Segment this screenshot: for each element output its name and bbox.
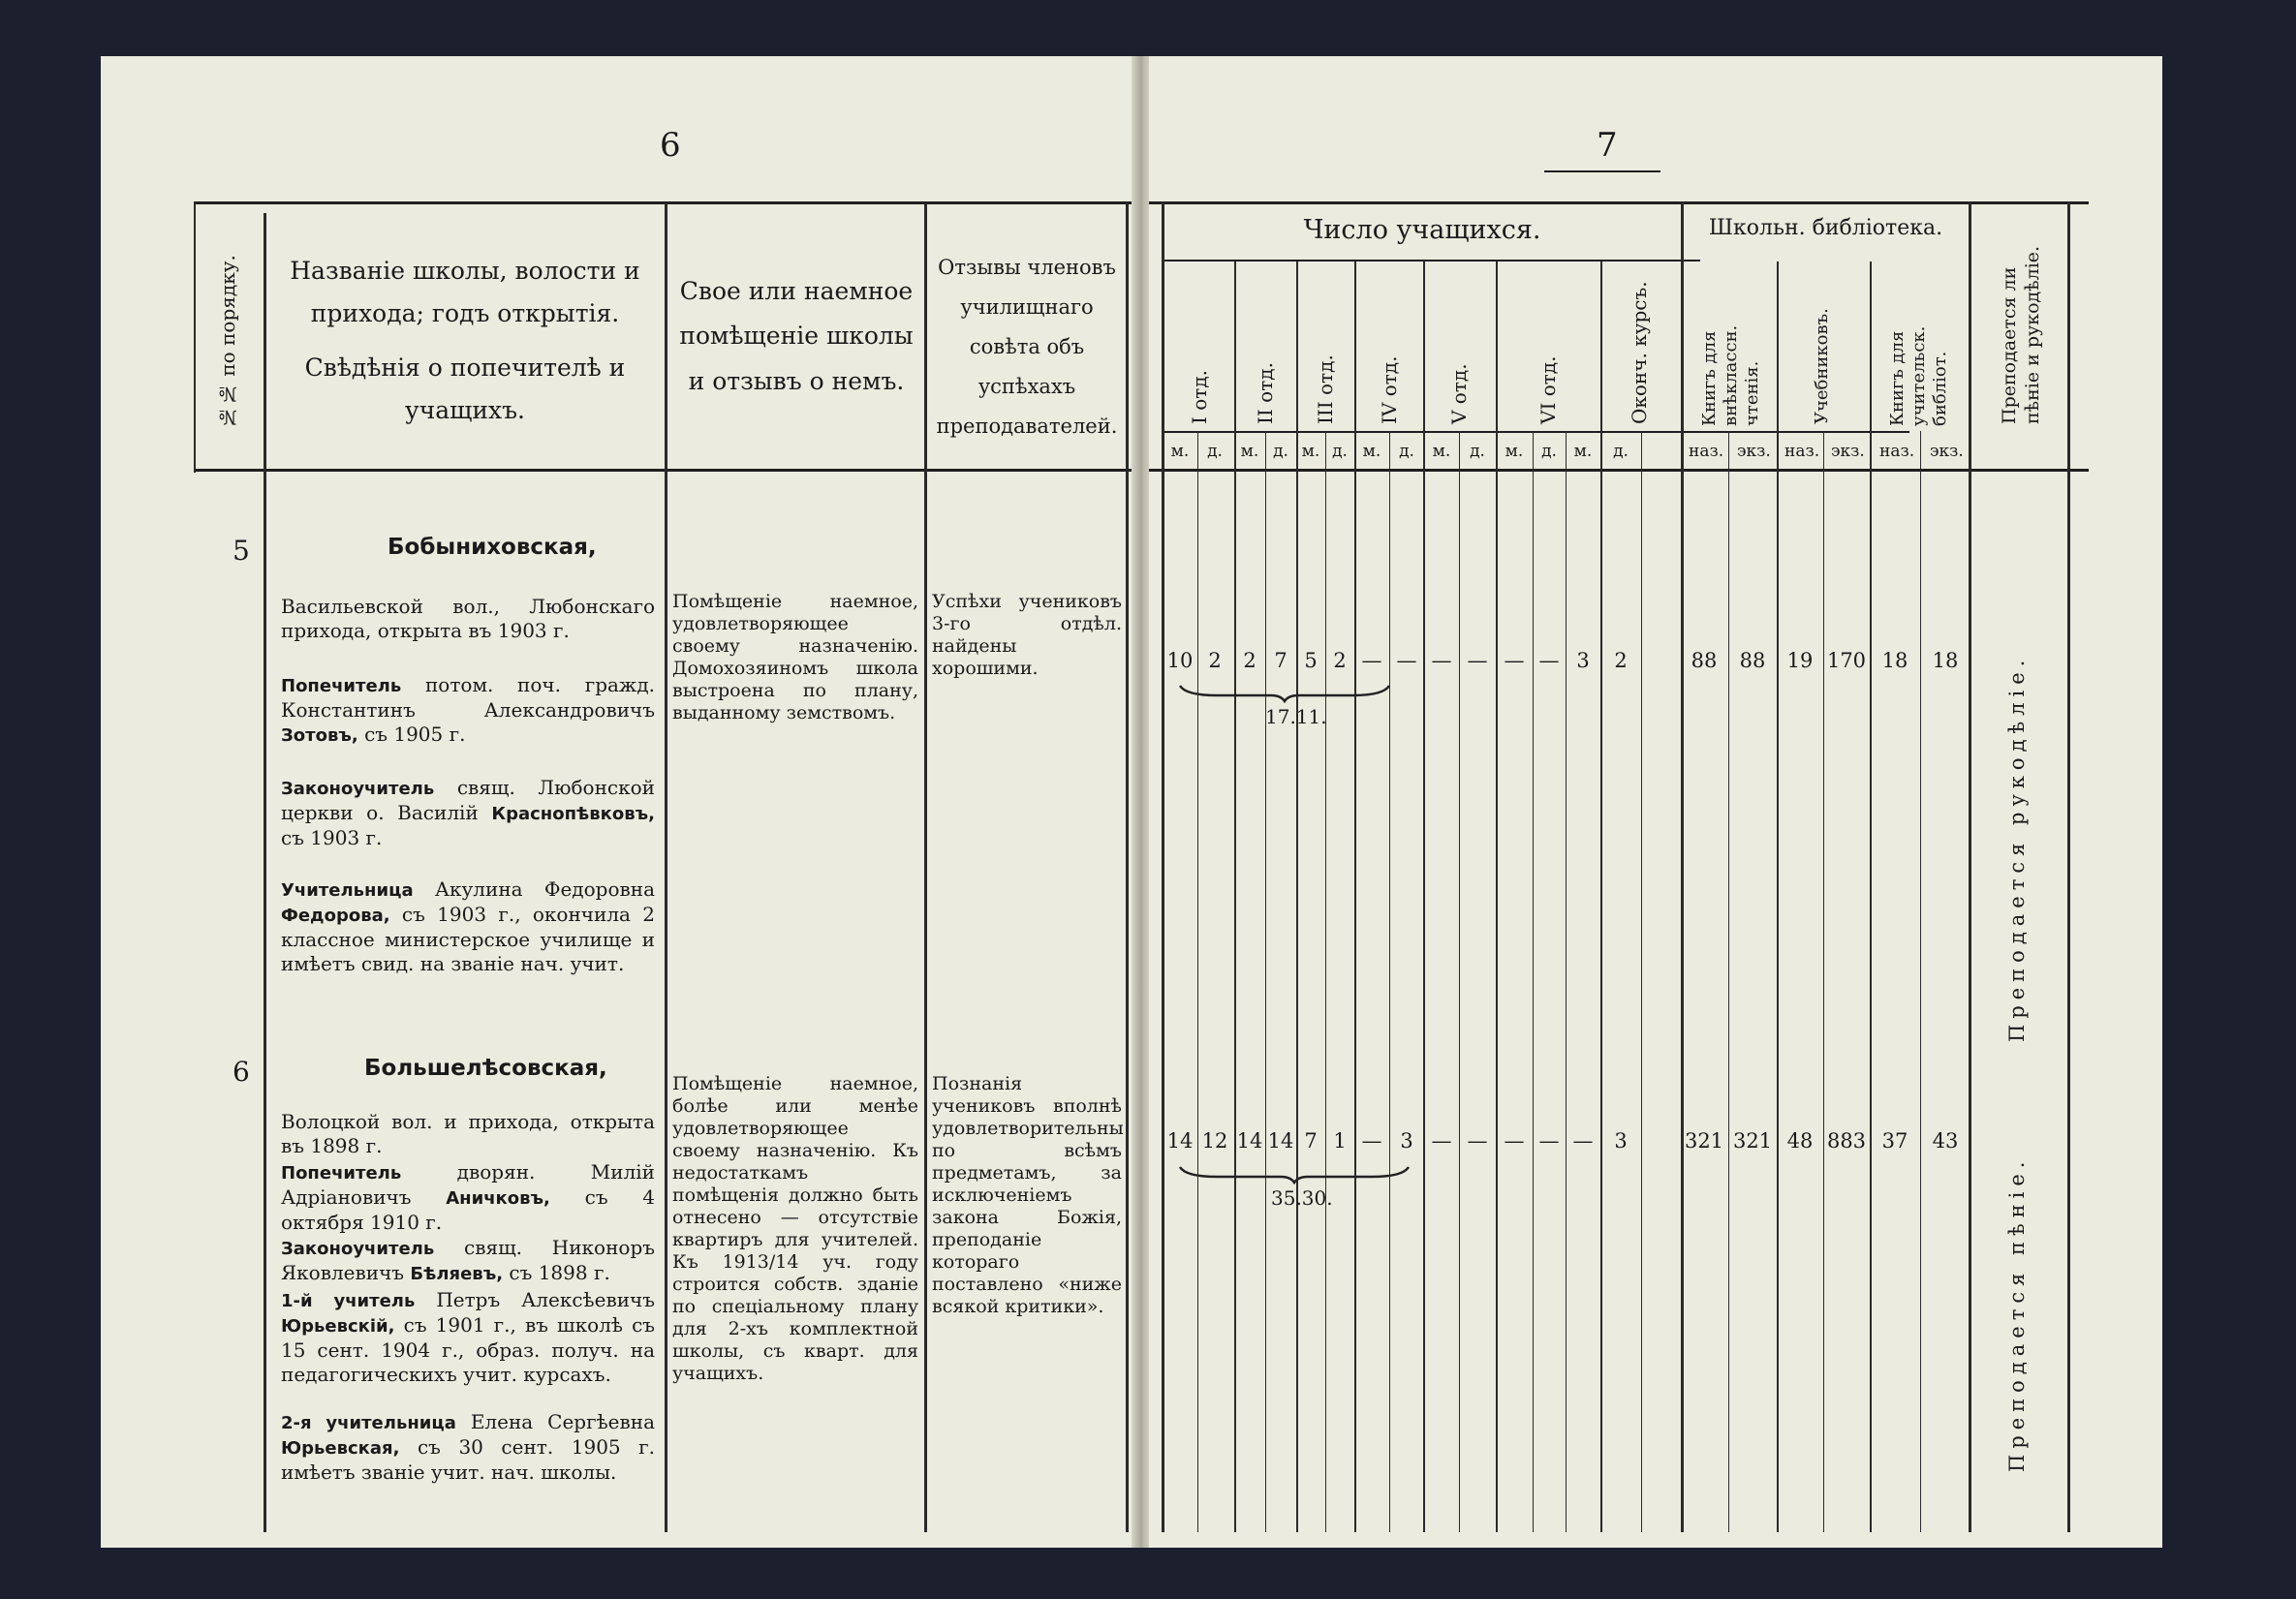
header-group-1: I отд.: [1188, 369, 1211, 424]
col-rule: [1423, 261, 1425, 1532]
subheader-md: д.: [1541, 442, 1557, 461]
subheader-md: д.: [1332, 442, 1348, 461]
school-intro: [281, 1110, 655, 1158]
table-cell: 2: [1208, 649, 1222, 672]
row-number: 5: [233, 535, 250, 567]
subheader-md: м.: [1573, 442, 1593, 461]
total-brace: [1178, 1165, 1411, 1184]
header-col-reviews: Отзывы членовъ училищнаго совѣта объ успѣхахъ преподавателей.: [936, 256, 1118, 438]
table-cell: 2: [1614, 649, 1628, 672]
table-cell: 48: [1786, 1129, 1814, 1153]
col-rule: [1533, 431, 1534, 1532]
header-group-5: V отд.: [1447, 363, 1471, 424]
teacher-text: Акулина Федоровна: [434, 877, 655, 901]
col-rule: [264, 213, 266, 1532]
table-cell: —: [1396, 649, 1417, 672]
col-rule: [1681, 201, 1684, 1532]
header-lib-outside: Книгъ для внѣклассн. чтенія.: [1699, 324, 1762, 426]
law-teacher-block: [281, 1236, 655, 1286]
header-bottom-rule: [194, 469, 1133, 472]
subheader-lib: наз.: [1784, 442, 1820, 461]
premises-text: Помѣщеніе наемное, болѣе или менѣе удовлетворяющее своему назначенію. Къ недостаткамъ помѣщенія должно быть отнесено — отсутствіе квартиръ для учителей. Къ 1913/14 уч. году строится собств. зданіе по спеціальному плану для 2-хъ комплектной школы, съ кварт. для учащихъ.: [672, 1073, 918, 1384]
law-name: Краснопѣвковъ,: [491, 804, 655, 824]
left-page: [101, 56, 1133, 1548]
trustee-name: Аничковъ,: [446, 1188, 550, 1209]
singing-row-5: Преподается рукодѣліе.: [2005, 654, 2029, 1042]
subheader-md: д.: [1470, 442, 1485, 461]
table-cell: 88: [1739, 649, 1766, 672]
table-cell: —: [1467, 1129, 1488, 1153]
premises-text: Помѣщеніе наемное, удовлетворяющее своему назначенію. Домохозяиномъ школа выстроена по плану, выданному земствомъ.: [672, 591, 918, 723]
table-cell: —: [1538, 649, 1560, 672]
table-cell: 12: [1201, 1129, 1228, 1153]
table-cell: —: [1361, 649, 1382, 672]
col-rule: [2067, 201, 2070, 1532]
header-group-4: IV отд.: [1378, 355, 1401, 424]
col-rule: [1870, 261, 1872, 1532]
trustee-since: съ 4 октября 1910 г.: [281, 1185, 655, 1234]
subheader-md: м.: [1170, 442, 1190, 461]
header-singing: Преподается ли пѣніе и рукодѣліе.: [1999, 245, 2043, 424]
table-cell: —: [1572, 1129, 1594, 1153]
teacher1-text: Петръ Алексѣевичъ: [436, 1288, 655, 1311]
teacher-label: Учительница: [281, 880, 414, 901]
row-number: 6: [233, 1056, 250, 1088]
subheader-md: д.: [1273, 442, 1288, 461]
header-students: Число учащихся.: [1303, 215, 1541, 245]
col-rule: [1728, 431, 1729, 1532]
trustee-text: дворян. Милій Адріановичъ: [281, 1160, 655, 1209]
subheader-md: д.: [1399, 442, 1414, 461]
header-group-2: II отд.: [1254, 362, 1277, 424]
trustee-label: Попечитель: [281, 1163, 402, 1184]
table-cell: 7: [1274, 649, 1288, 672]
total-row-5: 17.11.: [1265, 705, 1327, 728]
col-rule: [1496, 261, 1498, 1532]
col-rule: [1920, 431, 1921, 1532]
subheader-md: м.: [1362, 442, 1381, 461]
teacher-rest: съ 1903 г., окончила 2 классное министерское училище и имѣетъ свид. на званіе нач. учит.: [281, 903, 656, 975]
header-group-6: VI отд.: [1536, 355, 1560, 424]
subheader-md: м.: [1432, 442, 1451, 461]
page-number: 7: [1597, 126, 1618, 165]
teacher1-name: Юрьевскій,: [281, 1316, 395, 1337]
intro-text: Васильевской вол., Любонскаго прихода, открыта въ 1903 г.: [281, 595, 655, 642]
col-rule: [1126, 203, 1129, 1532]
page-number: 6: [660, 126, 681, 165]
header-group-final: Оконч. курсъ.: [1628, 281, 1651, 424]
table-cell: 1: [1333, 1129, 1347, 1153]
col-rule: [1325, 431, 1326, 1532]
header-col-name-1: Названіе школы, волости и прихода; годъ открытія.: [290, 257, 640, 327]
table-cell: 170: [1826, 649, 1867, 672]
school-name: Бобыниховская,: [388, 535, 597, 560]
teacher2-name: Юрьевская,: [281, 1438, 400, 1459]
trustee-name: Зотовъ,: [281, 725, 358, 746]
table-cell: 43: [1932, 1129, 1959, 1153]
students-divider: [1164, 260, 1700, 261]
table-cell: 321: [1684, 1129, 1724, 1153]
table-cell: —: [1504, 649, 1525, 672]
table-cell: —: [1431, 649, 1452, 672]
trustee-label: Попечитель: [281, 676, 402, 696]
teacher2-text: Елена Сергѣевна: [470, 1410, 655, 1433]
table-cell: 10: [1166, 649, 1194, 672]
col-rule: [1969, 201, 1971, 1532]
teacher1-block: [281, 1288, 655, 1387]
col-rule: [1641, 431, 1642, 1532]
table-cell: 321: [1732, 1129, 1773, 1153]
table-cell: 3: [1400, 1129, 1413, 1153]
teacher2-label: 2-я учительница: [281, 1413, 456, 1433]
header-lib-teacher: Книгъ для учительск. библіот.: [1887, 325, 1950, 426]
col-rule: [1459, 431, 1460, 1532]
col-rule: [1162, 201, 1164, 1532]
teacher-name: Федорова,: [281, 906, 390, 926]
table-cell: 14: [1166, 1129, 1194, 1153]
teacher-block: [281, 877, 655, 976]
col-rule: [1389, 431, 1390, 1532]
subheader-divider: [1164, 431, 1909, 433]
subheader-lib: наз.: [1879, 442, 1915, 461]
singing-row-6: Преподается пѣніе.: [2005, 1155, 2029, 1472]
table-cell: 14: [1267, 1129, 1294, 1153]
law-teacher-block: [281, 776, 655, 850]
review-text: Познанія учениковъ вполнѣ удовлетворительны по всѣмъ предметамъ, за исключеніемъ закона Божія, преподаніе котораго поставлено «ниже всякой критики».: [932, 1073, 1124, 1317]
table-cell: 88: [1691, 649, 1718, 672]
table-cell: —: [1361, 1129, 1382, 1153]
school-intro: [281, 595, 655, 643]
subheader-lib: наз.: [1689, 442, 1724, 461]
subheader-md: м.: [1301, 442, 1320, 461]
table-cell: —: [1538, 1129, 1560, 1153]
header-group-3: III отд.: [1314, 354, 1337, 424]
trustee-since: съ 1905 г.: [364, 723, 466, 746]
law-since: съ 1903 г.: [281, 826, 383, 849]
header-col-premises: Свое или наемное помѣщеніе школы и отзывъ о немъ.: [679, 277, 914, 395]
law-since: съ 1898 г.: [509, 1261, 610, 1284]
col-rule: [1265, 431, 1266, 1532]
table-top-rule: [194, 201, 1133, 204]
law-label: Законоучитель: [281, 1239, 435, 1259]
table-cell: 3: [1614, 1129, 1628, 1153]
subheader-lib: экз.: [1737, 442, 1771, 461]
col-rule: [194, 201, 196, 473]
table-top-rule: [1149, 201, 2089, 204]
table-cell: 5: [1304, 649, 1318, 672]
teacher1-rest: съ 1901 г., въ школѣ съ 15 сент. 1904 г., образ. получ. на педагогическихъ учит. курсахъ.: [281, 1313, 655, 1386]
teacher2-block: [281, 1410, 655, 1485]
trustee-text: потом. поч. гражд. Константинъ Александровичъ: [281, 673, 655, 722]
col-rule: [1823, 431, 1824, 1532]
table-cell: —: [1467, 649, 1488, 672]
intro-text: Волоцкой вол. и прихода, открыта въ 1898 г.: [281, 1110, 655, 1157]
total-row-6: 35.30.: [1271, 1186, 1333, 1210]
table-cell: 7: [1304, 1129, 1318, 1153]
right-page: [1149, 56, 2162, 1548]
table-cell: 18: [1932, 649, 1959, 672]
col-rule: [924, 203, 927, 1532]
law-text: свящ. Любонской церкви о. Василій: [281, 776, 655, 824]
law-text: свящ. Никоноръ Яковлевичъ: [281, 1236, 655, 1284]
subheader-md: м.: [1240, 442, 1259, 461]
teacher2-rest: съ 30 сент. 1905 г. имѣетъ званіе учит. нач. школы.: [281, 1435, 656, 1484]
law-label: Законоучитель: [281, 779, 435, 799]
trustee-block: [281, 673, 655, 748]
review-text: Успѣхи учениковъ 3-го отдѣл. найдены хорошими.: [932, 591, 1122, 679]
header-library: Школьн. библіотека.: [1708, 216, 1943, 240]
subheader-md: д.: [1613, 442, 1629, 461]
col-rule: [1197, 431, 1198, 1532]
teacher1-label: 1-й учитель: [281, 1291, 416, 1311]
col-rule: [1600, 261, 1602, 1532]
col-rule: [1566, 431, 1567, 1532]
table-cell: 3: [1576, 649, 1590, 672]
law-name: Бѣляевъ,: [410, 1264, 504, 1284]
table-cell: 18: [1881, 649, 1908, 672]
header-bottom-rule: [1149, 469, 2089, 472]
page-number-underline: [1544, 170, 1660, 172]
table-cell: 19: [1786, 649, 1814, 672]
header-lib-textbooks: Учебниковъ.: [1812, 308, 1832, 424]
trustee-block: [281, 1160, 655, 1235]
col-rule: [1777, 261, 1779, 1532]
table-cell: —: [1504, 1129, 1525, 1153]
col-rule: [665, 203, 667, 1532]
total-brace: [1178, 684, 1391, 703]
school-name: Большелѣсовская,: [364, 1056, 607, 1081]
table-cell: 883: [1826, 1129, 1867, 1153]
subheader-lib: экз.: [1831, 442, 1865, 461]
table-cell: 2: [1333, 649, 1347, 672]
table-cell: 14: [1236, 1129, 1263, 1153]
subheader-lib: экз.: [1930, 442, 1964, 461]
subheader-md: д.: [1207, 442, 1223, 461]
header-col-name-2: Свѣдѣнія о попечителѣ и учащихъ.: [304, 354, 626, 424]
table-cell: 2: [1243, 649, 1257, 672]
subheader-md: м.: [1505, 442, 1524, 461]
table-cell: 37: [1881, 1129, 1908, 1153]
table-cell: —: [1431, 1129, 1452, 1153]
header-col-number: №№ по порядку.: [216, 255, 239, 429]
